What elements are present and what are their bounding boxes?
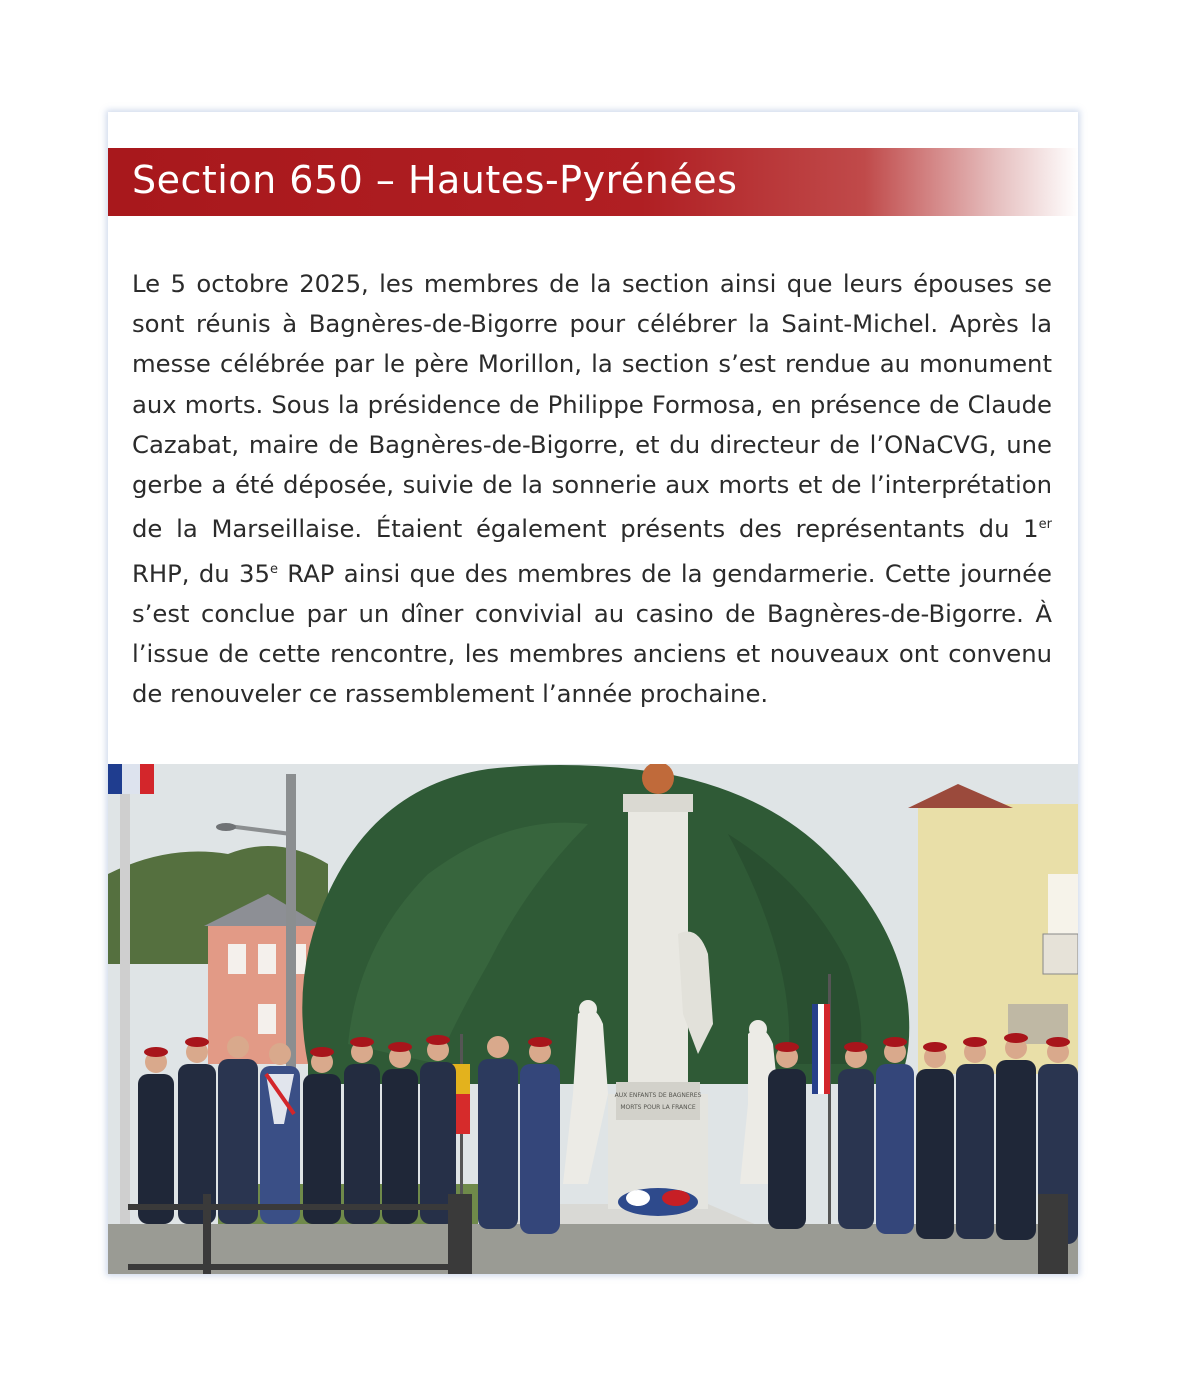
article-body: [132, 264, 1052, 714]
monument-column: [628, 804, 688, 1104]
article-paragraph: [132, 264, 1052, 714]
ceremony-photo: [108, 764, 1078, 1274]
superscript-e: e: [269, 561, 278, 577]
article-text-part-3: RAP ainsi que des membres de la gendarmerie. Cette journée s’est conclue par un dîner convivial au casino de Bagnères-de-Bigorre. À l’issue de cette rencontre, les membres anciens et nouveaux ont convenu de renouveler ce rassemblement l’année prochaine.: [132, 558, 1053, 709]
article-text-part-1: Le 5 octobre 2025, les membres de la section ainsi que leurs épouses se sont réunis à Bagnères-de-Bigorre pour célébrer la Saint-Michel. Après la messe célébrée par le père Morillon, la section s’est rendue au monument aux morts. Sous la présidence de Philippe Formosa, en présence de Claude Cazabat, maire de Bagnères-de-Bigorre, et du directeur de l’ONaCVG, une gerbe a été déposée, suivie de la sonnerie aux morts et de l’interprétation de la Marseillaise. Étaient également présents des représentants du 1: [132, 269, 1052, 544]
article-card: [108, 112, 1078, 1274]
lamp-post: [286, 774, 296, 1074]
plaque-line-1: AUX ENFANTS DE BAGNERES: [614, 1092, 702, 1099]
section-header-banner: [108, 148, 1078, 216]
superscript-er: er: [1038, 517, 1052, 533]
plaque-line-2: MORTS POUR LA FRANCE: [620, 1104, 696, 1111]
flagpole-left: [120, 774, 130, 1274]
article-text-part-2: RHP, du 35: [132, 558, 270, 588]
ceremony-photo-illustration: [108, 764, 1078, 1274]
section-title: Section 650 – Hautes-Pyrénées: [132, 158, 738, 202]
monument-plaque: [616, 1082, 700, 1120]
